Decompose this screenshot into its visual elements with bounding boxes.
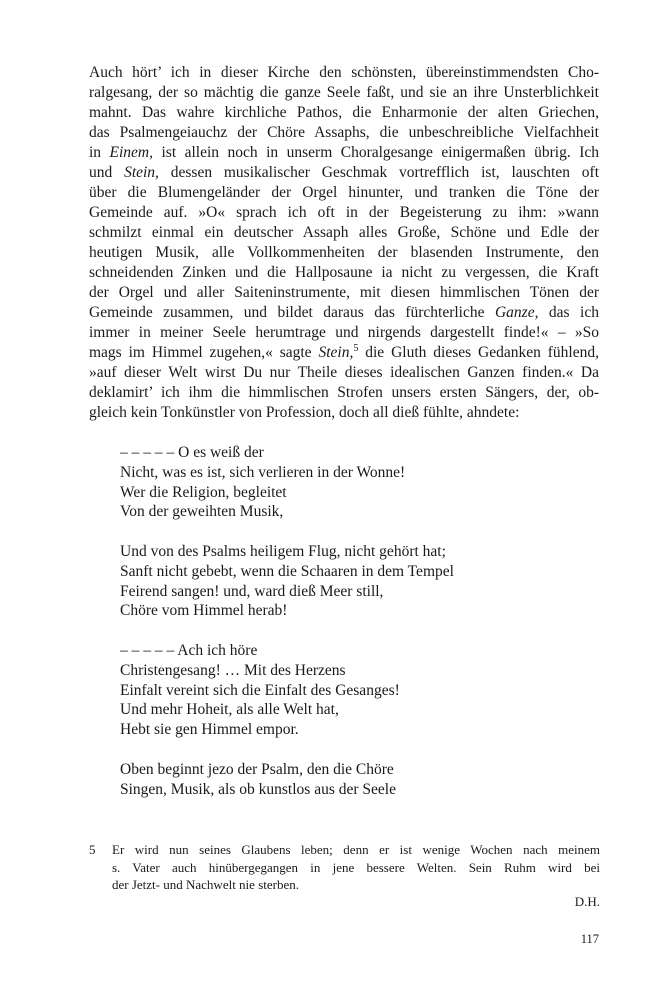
prose-line: heutigen Musik, alle Vollkommenheiten der blasenden Instrumente, den bbox=[89, 244, 599, 261]
emphasis-stein: Stein, bbox=[318, 344, 354, 361]
verse-line: – – – – – O es weiß der bbox=[120, 444, 264, 461]
verse-line: Sanft nicht gebebt, wenn die Schaaren in dem Tempel bbox=[120, 562, 454, 580]
emphasis-ganze: Ganze, bbox=[494, 304, 539, 321]
poem-stanza bbox=[120, 641, 454, 740]
prose-line: immer in meiner Seele herumtrage und nirgends dargestellt finde!« – »So bbox=[89, 324, 599, 341]
footnote-signature: D.H. bbox=[574, 894, 600, 909]
footnote-line: Er wird nun seines Glaubens leben; denn er ist wenige Wochen nach meinem bbox=[112, 842, 600, 857]
prose-line: mags im Himmel zugehen,« sagte Stein,$^5$ die Gluth dieses Gedanken fühlend, bbox=[89, 343, 599, 361]
verse-line: Christengesang! … Mit des Herzens bbox=[120, 661, 346, 679]
verse-line: Von der geweihten Musik, bbox=[120, 503, 284, 521]
poem-block bbox=[120, 443, 454, 819]
footnote-number: 5 bbox=[89, 842, 96, 857]
prose-line: schmilzt einmal ein deutscher Assaph alles Große, Schöne und Edle der bbox=[89, 224, 599, 241]
poem-stanza bbox=[120, 760, 454, 800]
prose-line: in Einem, ist allein noch in unserm Choralgesange einigermaßen übrig. Ich bbox=[89, 144, 599, 161]
footnote-text bbox=[112, 841, 600, 894]
prose-line: schneidenden Zinken und die Hallposaune ia nicht zu vergessen, die Kraft bbox=[89, 264, 599, 281]
emphasis-einem: Einem, bbox=[109, 144, 154, 161]
poem-stanza bbox=[120, 443, 454, 522]
prose-line: Auch hört’ ich in dieser Kirche den schönsten, übereinstimmendsten Cho- bbox=[89, 64, 599, 81]
prose-line: der Orgel und aller Saiteninstrumente, mit diesen himmlischen Tönen der bbox=[89, 284, 599, 301]
verse-line: Chöre vom Himmel herab! bbox=[120, 602, 288, 620]
emphasis-stein: Stein, bbox=[124, 164, 159, 181]
verse-line: Und von des Psalms heiligem Flug, nicht gehört hat; bbox=[120, 542, 446, 560]
verse-line: Nicht, was es ist, sich verlieren in der Wonne! bbox=[120, 463, 406, 481]
poem-stanza bbox=[120, 542, 454, 621]
verse-line: Und mehr Hoheit, als alle Welt hat, bbox=[120, 701, 339, 719]
prose-line: Gemeinde zusammen, und bildet daraus das fürchterliche Ganze, das ich bbox=[89, 304, 599, 321]
main-prose bbox=[89, 63, 599, 423]
verse-line: Feirend sangen! und, ward dieß Meer still, bbox=[120, 582, 384, 600]
footnote-line: der Jetzt- und Nachwelt nie sterben. bbox=[112, 877, 299, 892]
prose-line: »auf dieser Welt wirst Du nur Theile dieses idealischen Ganzen finden.« Da bbox=[89, 364, 599, 381]
prose-line: ralgesang, der so mächtig die ganze Seele faßt, und sie an ihre Unsterblichkeit bbox=[89, 84, 599, 101]
prose-line: deklamirt’ ich ihm die himmlischen Strofen unsers ersten Sängers, der, ob- bbox=[89, 384, 599, 401]
prose-line: Gemeinde auf. »O« sprach ich oft in der Begeisterung zu ihm: »wann bbox=[89, 204, 599, 221]
prose-line: über die Blumengeländer der Orgel hinunter, und tranken die Töne der bbox=[89, 184, 599, 201]
verse-line: Oben beginnt jezo der Psalm, den die Chöre bbox=[120, 760, 394, 778]
verse-line: Hebt sie gen Himmel empor. bbox=[120, 721, 299, 739]
verse-line: – – – – – Ach ich höre bbox=[120, 641, 258, 659]
verse-line: Wer die Religion, begleitet bbox=[120, 483, 287, 501]
prose-line: das Psalmengeiauchz der Chöre Assaphs, die unbeschreibliche Vielfachheit bbox=[89, 124, 599, 141]
verse-line: Singen, Musik, als ob kunstlos aus der Seele bbox=[120, 780, 396, 798]
prose-line: gleich kein Tonkünstler von Profession, doch all dieß fühlte, ahndete: bbox=[89, 404, 520, 421]
verse-line: Einfalt vereint sich die Einfalt des Gesanges! bbox=[120, 681, 400, 699]
footnote-line: s. Vater auch hinübergegangen in jene bessere Welten. Sein Ruhm wird bei bbox=[112, 859, 600, 875]
prose-line: und Stein, dessen musikalischer Geschmak vortrefflich ist, lauschten oft bbox=[89, 164, 599, 181]
page-number: 117 bbox=[580, 932, 599, 946]
prose-line: mahnt. Das wahre kirchliche Pathos, die Enharmonie der alten Griechen, bbox=[89, 104, 599, 121]
footnote-marker: 5 bbox=[353, 343, 359, 354]
